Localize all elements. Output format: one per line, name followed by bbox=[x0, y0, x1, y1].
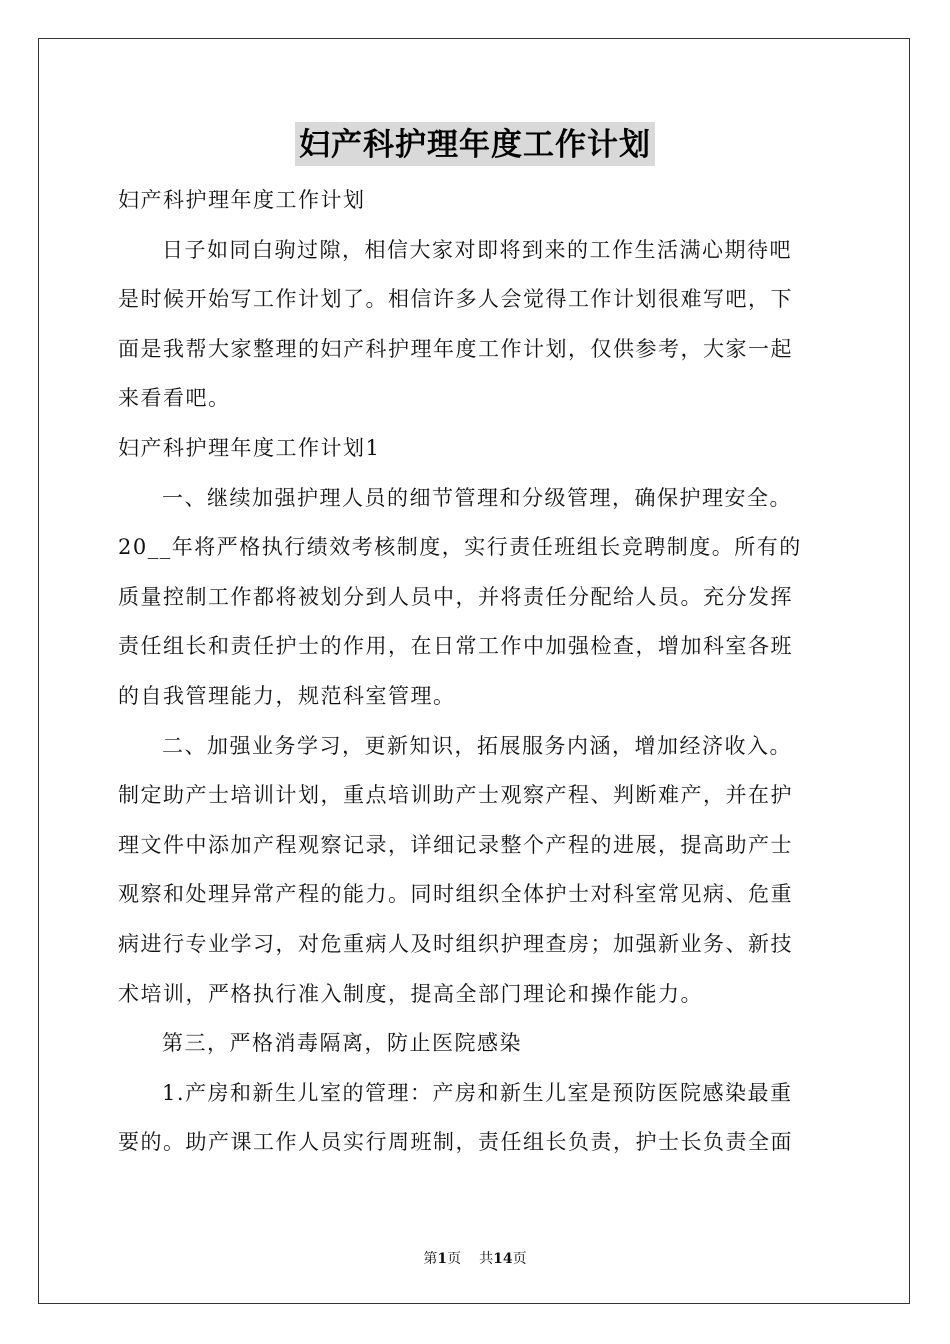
text-line: 日子如同白驹过隙，相信大家对即将到来的工作生活满心期待吧 bbox=[162, 237, 792, 262]
title-container bbox=[0, 122, 950, 166]
text-line: 二、加强业务学习，更新知识，拓展服务内涵，增加经济收入。 bbox=[162, 733, 792, 758]
text-line: 病进行专业学习，对危重病人及时组织护理查房；加强新业务、新技 bbox=[118, 931, 793, 956]
text-line: 术培训，严格执行准入制度，提高全部门理论和操作能力。 bbox=[118, 981, 703, 1006]
text-line: 1.产房和新生儿室的管理：产房和新生儿室是预防医院感染最重 bbox=[162, 1080, 793, 1105]
text-line: 的自我管理能力，规范科室管理。 bbox=[118, 683, 456, 708]
text-line: 要的。助产课工作人员实行周班制，责任组长负责，护士长负责全面 bbox=[118, 1130, 793, 1155]
document-title: 妇产科护理年度工作计划 bbox=[295, 122, 655, 166]
text-line: 一、继续加强护理人员的细节管理和分级管理，确保护理安全。 bbox=[162, 485, 792, 510]
document-body bbox=[118, 180, 838, 1172]
text-line: 第三，严格消毒隔离，防止医院感染 bbox=[162, 1031, 522, 1056]
text-line: 妇产科护理年度工作计划1 bbox=[118, 435, 381, 460]
page-number: 1 bbox=[437, 1251, 448, 1267]
text-line: 20__年将严格执行绩效考核制度，实行责任班组长竞聘制度。所有的 bbox=[118, 535, 802, 560]
total-prefix: 共 bbox=[479, 1251, 494, 1267]
text-line: 质量控制工作都将被划分到人员中，并将责任分配给人员。充分发挥 bbox=[118, 584, 793, 609]
text-line: 来看看吧。 bbox=[118, 386, 231, 411]
page-suffix: 页 bbox=[447, 1251, 462, 1267]
page-footer bbox=[0, 1248, 950, 1268]
text-line: 妇产科护理年度工作计划 bbox=[118, 188, 366, 212]
text-line: 责任组长和责任护士的作用，在日常工作中加强检查，增加科室各班 bbox=[118, 634, 793, 659]
text-line: 观察和处理异常产程的能力。同时组织全体护士对科室常见病、危重 bbox=[118, 882, 793, 907]
text-line: 面是我帮大家整理的妇产科护理年度工作计划，仅供参考，大家一起 bbox=[118, 336, 793, 361]
page-prefix: 第 bbox=[423, 1251, 438, 1267]
total-pages: 14 bbox=[493, 1251, 513, 1267]
text-line: 是时候开始写工作计划了。相信许多人会觉得工作计划很难写吧，下 bbox=[118, 287, 793, 312]
text-line: 制定助产士培训计划，重点培训助产士观察产程、判断难产，并在护 bbox=[118, 783, 793, 808]
total-suffix: 页 bbox=[512, 1251, 527, 1267]
text-line: 理文件中添加产程观察记录，详细记录整个产程的进展，提高助产士 bbox=[118, 832, 793, 857]
